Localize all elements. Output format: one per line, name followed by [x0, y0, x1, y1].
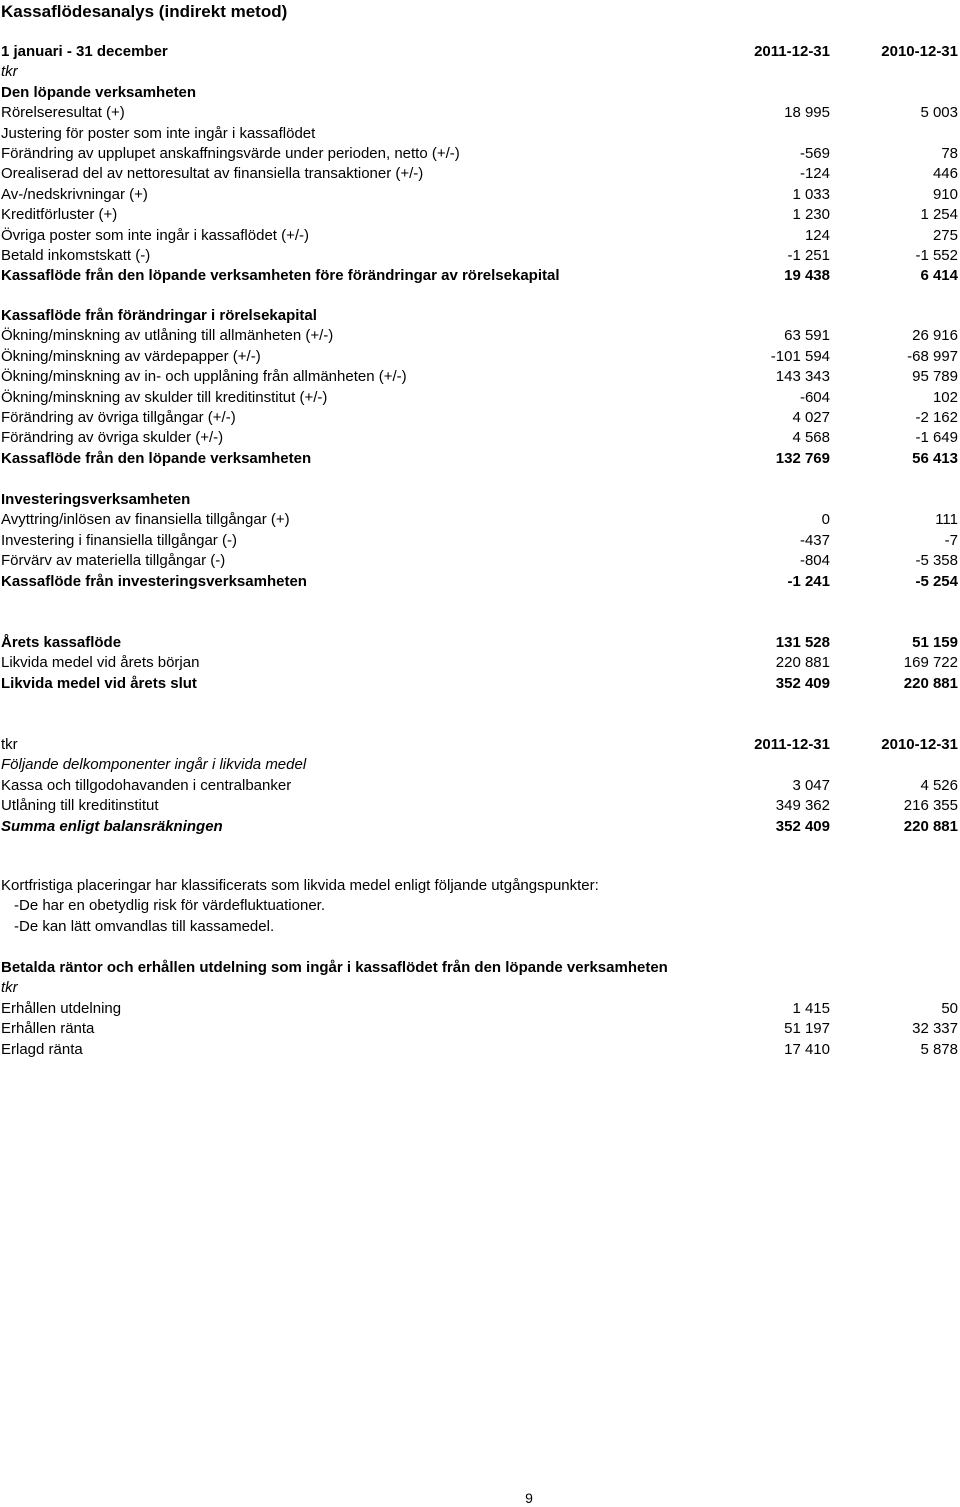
note-line	[0, 917, 960, 937]
value-2011: 63 591	[784, 327, 830, 345]
row-label: Likvida medel vid årets slut	[1, 674, 197, 692]
components-col-2010: 2010-12-31	[881, 736, 958, 753]
section-heading	[0, 490, 960, 510]
table-row	[0, 185, 960, 205]
value-2011: 3 047	[792, 776, 830, 794]
components-unit: tkr	[1, 736, 18, 753]
value-2011: 1 033	[792, 185, 830, 203]
components-total-2011: 352 409	[775, 817, 830, 835]
table-row	[0, 999, 960, 1019]
operating-section	[0, 42, 960, 287]
row-label: Kassaflöde från investeringsverksamheten	[1, 572, 307, 590]
row-label: Kreditförluster (+)	[1, 206, 118, 224]
investing-section	[0, 490, 960, 592]
value-2010: -5 254	[915, 572, 958, 590]
year-section	[0, 633, 960, 694]
value-2010: 51 159	[912, 634, 958, 651]
interest-heading: Betalda räntor och erhållen utdelning som ingår i kassaflödet från den löpande verksamheten	[1, 959, 668, 976]
row-label: Justering för poster som inte ingår i kassaflödet	[1, 124, 316, 142]
components-total-2010: 220 881	[903, 817, 958, 835]
value-2010: 111	[935, 511, 958, 529]
value-2011: 51 197	[784, 1020, 830, 1038]
table-row	[0, 144, 960, 164]
table-row	[0, 226, 960, 246]
value-2010: 32 337	[912, 1020, 958, 1038]
value-2010: 6 414	[920, 267, 958, 285]
table-row	[0, 1040, 960, 1060]
table-row	[0, 326, 960, 346]
row-label: Investering i finansiella tillgångar (-)	[1, 531, 237, 549]
value-2010: 220 881	[903, 674, 958, 692]
value-2011: -124	[799, 165, 830, 183]
row-label: Förändring av övriga skulder (+/-)	[1, 429, 224, 447]
components-col-2011: 2011-12-31	[754, 736, 830, 753]
row-label: Erlagd ränta	[1, 1040, 83, 1058]
components-total-row	[0, 817, 960, 837]
value-2011: -437	[799, 531, 830, 549]
value-2011: -804	[799, 552, 830, 570]
value-2011: 4 568	[792, 429, 830, 447]
table-row	[0, 531, 960, 551]
table-row	[0, 388, 960, 408]
value-2010: -5 358	[915, 552, 958, 570]
components-heading-row	[0, 755, 960, 775]
row-label: Rörelseresultat (+)	[1, 104, 125, 122]
section-heading	[0, 306, 960, 326]
table-row	[0, 551, 960, 571]
header-row	[0, 42, 960, 62]
row-label: Ökning/minskning av värdepapper (+/-)	[1, 347, 261, 365]
row-label: Ökning/minskning av in- och upplåning från allmänheten (+/-)	[1, 368, 407, 386]
value-2011: -1 241	[787, 572, 830, 590]
value-2010: -7	[944, 531, 958, 549]
row-label: Förändring av upplupet anskaffningsvärde under perioden, netto (+/-)	[1, 144, 460, 162]
unit-row	[0, 62, 960, 82]
investing-heading: Investeringsverksamheten	[1, 491, 191, 508]
components-header-row	[0, 735, 960, 755]
section-heading	[0, 83, 960, 103]
note-line	[0, 896, 960, 916]
page-title: Kassaflödesanalys (indirekt metod)	[1, 2, 288, 21]
value-2011: 4 027	[792, 408, 830, 426]
table-row	[0, 510, 960, 530]
table-row	[0, 367, 960, 387]
row-label: Förändring av övriga tillgångar (+/-)	[1, 408, 236, 426]
value-2011: 0	[821, 511, 830, 529]
working-capital-rows	[0, 326, 960, 469]
note-section	[0, 876, 960, 937]
value-2010: 1 254	[920, 206, 958, 224]
row-label: Utlåning till kreditinstitut	[1, 797, 159, 815]
table-row	[0, 428, 960, 448]
section-heading	[0, 958, 960, 978]
value-2011: 124	[804, 226, 830, 244]
interest-rows	[0, 999, 960, 1060]
components-total-label: Summa enligt balansräkningen	[1, 817, 223, 835]
value-2011: 18 995	[784, 104, 830, 122]
value-2010: 5 003	[920, 104, 958, 122]
table-row	[0, 1019, 960, 1039]
value-2010: 169 722	[903, 654, 958, 672]
table-row	[0, 796, 960, 816]
row-label: Orealiserad del av nettoresultat av finansiella transaktioner (+/-)	[1, 165, 424, 183]
note-line	[0, 876, 960, 896]
components-section	[0, 735, 960, 837]
value-2010: 910	[932, 185, 958, 203]
row-label: Ökning/minskning av utlåning till allmänheten (+/-)	[1, 327, 334, 345]
table-row	[0, 776, 960, 796]
value-2010: -1 649	[915, 429, 958, 447]
table-row	[0, 103, 960, 123]
value-2010: 275	[932, 226, 958, 244]
value-2011: -1 251	[787, 246, 830, 264]
value-2010: 78	[941, 144, 958, 162]
value-2010: 216 355	[903, 797, 958, 815]
value-2011: 1 230	[792, 206, 830, 224]
value-2010: 56 413	[912, 449, 958, 467]
row-label: Årets kassaflöde	[1, 634, 122, 651]
value-2011: 352 409	[775, 674, 830, 692]
table-row	[0, 572, 960, 592]
table-row	[0, 449, 960, 469]
investing-rows	[0, 510, 960, 592]
row-label: Kassaflöde från den löpande verksamheten före förändringar av rörelsekapital	[1, 267, 560, 285]
value-2010: 50	[941, 999, 958, 1017]
value-2011: 143 343	[775, 368, 830, 386]
value-2011: 132 769	[775, 449, 830, 467]
value-2010: 5 878	[920, 1040, 958, 1058]
value-2010: 26 916	[912, 327, 958, 345]
value-2011: 349 362	[775, 797, 830, 815]
value-2011: 220 881	[775, 654, 830, 672]
value-2011: 17 410	[784, 1040, 830, 1058]
row-label: Ökning/minskning av skulder till kreditinstitut (+/-)	[1, 388, 328, 406]
unit-row	[0, 978, 960, 998]
table-row	[0, 347, 960, 367]
value-2010: -1 552	[915, 246, 958, 264]
row-label: Betald inkomstskatt (-)	[1, 246, 151, 264]
value-2011: -569	[799, 144, 830, 162]
table-row	[0, 408, 960, 428]
table-row	[0, 124, 960, 144]
row-label: Övriga poster som inte ingår i kassaflödet (+/-)	[1, 226, 310, 244]
value-2011: -604	[799, 388, 830, 406]
value-2011: -101 594	[770, 347, 830, 365]
row-label: Erhållen ränta	[1, 1020, 95, 1038]
value-2010: 102	[932, 388, 958, 406]
value-2010: 95 789	[912, 368, 958, 386]
value-2010: 446	[932, 165, 958, 183]
components-rows	[0, 776, 960, 817]
interest-section	[0, 958, 960, 1060]
note-bullet: -De kan lätt omvandlas till kassamedel.	[14, 917, 275, 935]
table-row	[0, 246, 960, 266]
components-heading: Följande delkomponenter ingår i likvida medel	[1, 756, 307, 774]
row-label: Avyttring/inlösen av finansiella tillgångar (+)	[1, 511, 290, 529]
table-row	[0, 266, 960, 286]
value-2011: 131 528	[775, 634, 830, 651]
value-2010: -2 162	[915, 408, 958, 426]
table-row	[0, 674, 960, 694]
value-2010: -68 997	[907, 347, 958, 365]
table-row	[0, 205, 960, 225]
period-label: 1 januari - 31 december	[1, 43, 168, 60]
note-bullet: -De har en obetydlig risk för värdefluktuationer.	[14, 897, 325, 915]
row-label: Av-/nedskrivningar (+)	[1, 185, 148, 203]
note-text: Kortfristiga placeringar har klassificerats som likvida medel enligt följande utgångspunkter:	[1, 877, 599, 894]
row-label: Likvida medel vid årets början	[1, 654, 200, 672]
table-row	[0, 164, 960, 184]
column-header-2011: 2011-12-31	[754, 43, 830, 60]
row-label: Kassaflöde från den löpande verksamheten	[1, 449, 312, 467]
value-2011: 1 415	[792, 999, 830, 1017]
unit-label: tkr	[1, 63, 18, 81]
row-label: Erhållen utdelning	[1, 999, 122, 1017]
interest-unit: tkr	[1, 979, 18, 997]
operating-heading: Den löpande verksamheten	[1, 83, 197, 101]
value-2010: 4 526	[920, 776, 958, 794]
table-row	[0, 633, 960, 653]
page-number: 9	[525, 1490, 533, 1506]
table-row	[0, 653, 960, 673]
operating-rows	[0, 103, 960, 287]
year-rows	[0, 633, 960, 694]
row-label: Förvärv av materiella tillgångar (-)	[1, 552, 226, 570]
working-capital-heading: Kassaflöde från förändringar i rörelsekapital	[1, 307, 317, 324]
column-header-2010: 2010-12-31	[881, 43, 958, 60]
row-label: Kassa och tillgodohavanden i centralbanker	[1, 776, 292, 794]
working-capital-section	[0, 306, 960, 469]
value-2011: 19 438	[784, 267, 830, 285]
